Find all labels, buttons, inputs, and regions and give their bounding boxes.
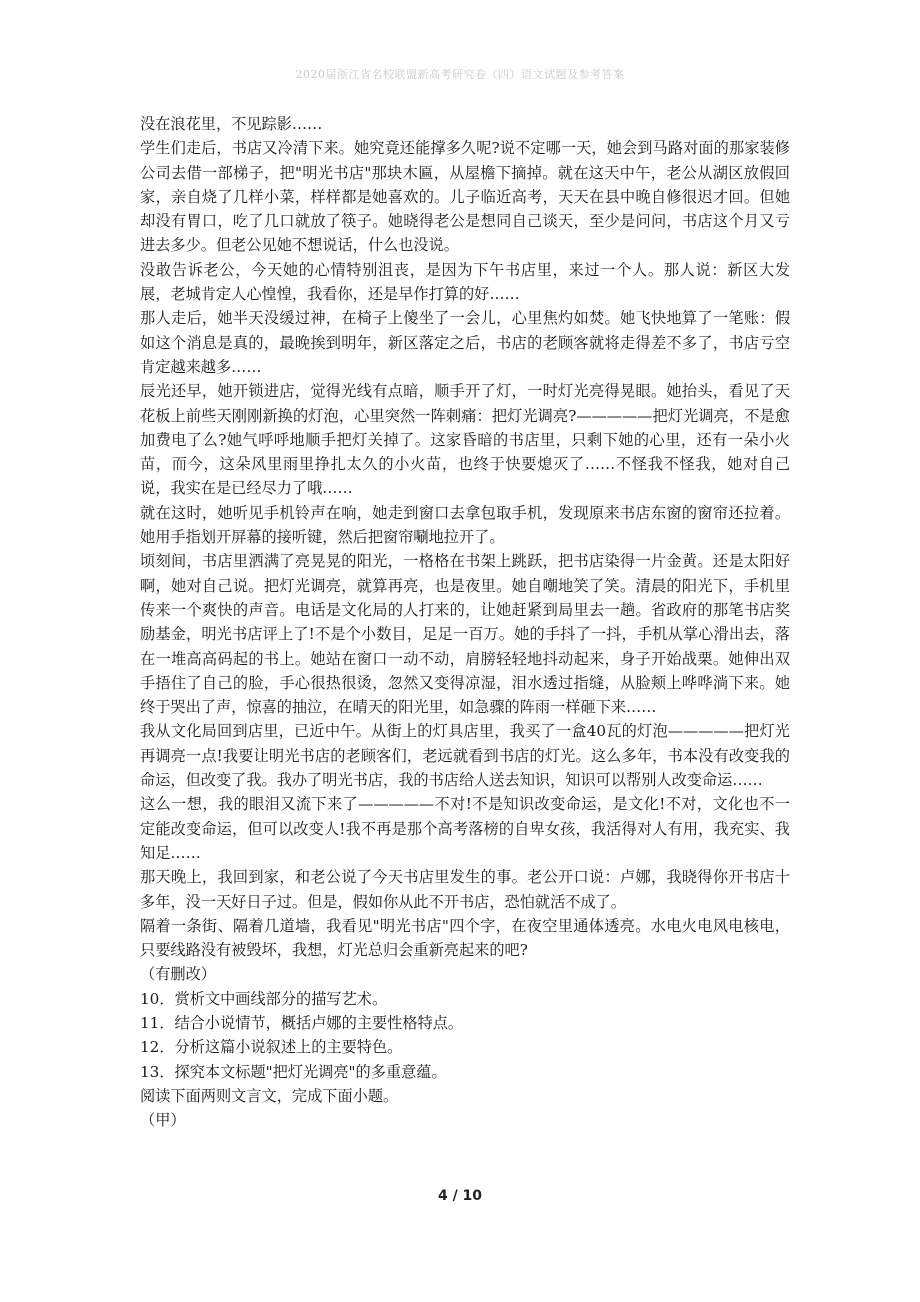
question-12: 12．分析这篇小说叙述上的主要特色。 xyxy=(140,1038,403,1057)
page-header: 2020届浙江省名校联盟新高考研究卷（四）语文试题及参考答案 xyxy=(295,68,625,81)
paragraph: 隔着一条街、隔着几道墙，我看见"明光书店"四个字，在夜空里通体透亮。水电火电风电核电，只要线路没有被毁坏，我想，灯光总归会重新亮起来的吧? xyxy=(140,916,790,960)
source-note: （有删改） xyxy=(140,965,216,984)
instruction: 阅读下面两则文言文，完成下面小题。 xyxy=(140,1086,399,1105)
paragraph: 就在这时，她听见手机铃声在响，她走到窗口去拿包取手机，发现原来书店东窗的窗帘还拉着。她用手指划开屏幕的接听键，然后把窗帘唰地拉开了。 xyxy=(140,503,790,547)
paragraph: 学生们走后，书店又冷清下来。她究竟还能撑多久呢?说不定哪一天，她会到马路对面的那家装修公司去借一部梯子，把"明光书店"那块木匾，从屋檐下摘掉。就在这天中午，老公从湖区放假回家，亲自烧了几样小菜，样样都是她喜欢的。儿子临近高考，天天在县中晚自修很迟才回。但她却没有胃口，吃了几口就放了筷子。她晓得老公是想同自己谈天，至少是问问，书店这个月又亏进去多少。但老公见她不想说话，什么也没说。 xyxy=(140,139,790,255)
document-body xyxy=(140,112,790,1132)
paragraph: 我从文化局回到店里，已近中午。从街上的灯具店里，我买了一盒40瓦的灯泡—————把灯光再调亮一点!我要让明光书店的老顾客们，老远就看到书店的灯光。这么多年，书本没有改变我的命运，但改变了我。我办了明光书店，我的书店给人送去知识，知识可以帮别人改变命运…… xyxy=(140,722,790,790)
paragraph: 没在浪花里，不见踪影…… xyxy=(140,115,323,133)
question-13: 13．探究本文标题"把灯光调亮"的多重意蕴。 xyxy=(140,1062,447,1081)
paragraph: 那天晚上，我回到家，和老公说了今天书店里发生的事。老公开口说：卢娜，我晓得你开书店十多年，没一天好日子过。但是，假如你从此不开书店，恐怕就活不成了。 xyxy=(140,868,790,911)
section-label: （甲） xyxy=(140,1111,186,1130)
question-11: 11．结合小说情节，概括卢娜的主要性格特点。 xyxy=(140,1013,464,1032)
page-number: 4 / 10 xyxy=(437,1188,483,1204)
paragraph: 这么一想，我的眼泪又流下来了—————不对!不是知识改变命运，是文化!不对，文化也不一定能改变命运，但可以改变人!我不再是那个高考落榜的自卑女孩，我活得对人有用，我充实、我知足…… xyxy=(140,795,790,862)
paragraph: 没敢告诉老公，今天她的心情特别沮丧，是因为下午书店里，来过一个人。那人说：新区大发展，老城肯定人心惶惶，我看你，还是早作打算的好…… xyxy=(140,260,790,304)
paragraph: 辰光还早，她开锁进店，觉得光线有点暗，顺手开了灯，一时灯光亮得晃眼。她抬头，看见了天花板上前些天刚刚新换的灯泡，心里突然一阵刺痛：把灯光调亮?—————把灯光调亮，不是愈加费电了么?她气呼呼地顺手把灯关掉了。这家昏暗的书店里，只剩下她的心里，还有一朵小火苗，而今，这朵风里雨里挣扎太久的小火苗，也终于快要熄灭了……不怪我不怪我，她对自己说，我实在是已经尽力了哦…… xyxy=(140,382,790,498)
paragraph: 那人走后，她半天没缓过神，在椅子上傻坐了一会儿，心里焦灼如焚。她飞快地算了一笔账：假如这个消息是真的，最晚挨到明年，新区落定之后，书店的老顾客就将走得差不多了，书店亏空肯定越来越多…… xyxy=(140,309,790,376)
question-10: 10．赏析文中画线部分的描写艺术。 xyxy=(140,989,388,1008)
paragraph: 顷刻间，书店里洒满了亮晃晃的阳光，一格格在书架上跳跃，把书店染得一片金黄。还是太阳好啊，她对自己说。把灯光调亮，就算再亮，也是夜里。她自嘲地笑了笑。清晨的阳光下，手机里传来一个爽快的声音。电话是文化局的人打来的，让她赶紧到局里去一趟。省政府的那笔书店奖励基金，明光书店评上了!不是个小数目，足足一百万。她的手抖了一抖，手机从掌心滑出去，落在一堆高高码起的书上。她站在窗口一动不动，肩膀轻轻地抖动起来，身子开始战栗。她伸出双手捂住了自己的脸，手心很热很烫，忽然又变得凉湿，泪水透过指缝，从脸颊上哗哗淌下来。她终于哭出了声，惊喜的抽泣，在晴天的阳光里，如急骤的阵雨一样砸下来…… xyxy=(140,552,790,717)
